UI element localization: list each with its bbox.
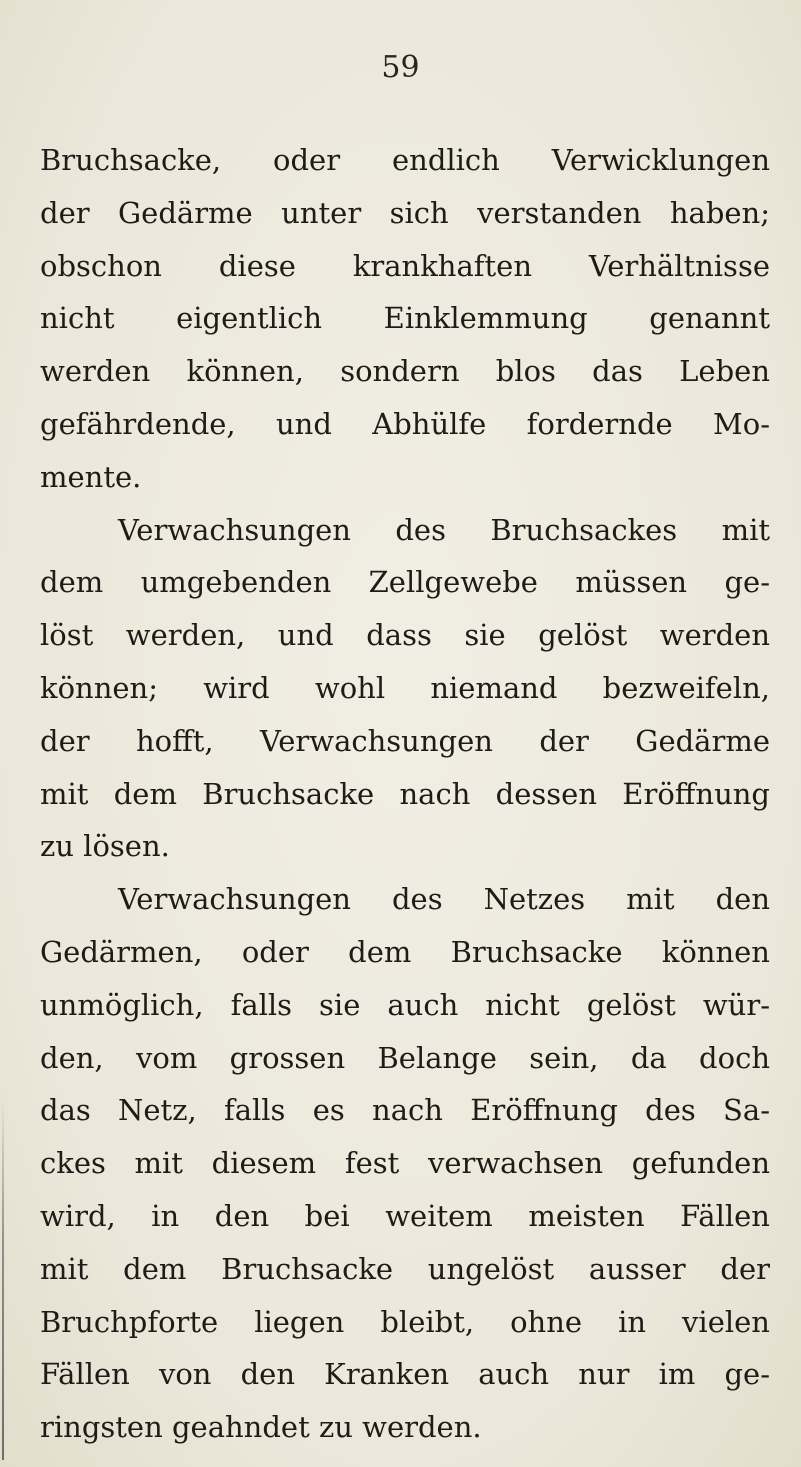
text-line: obschon diese krankhaften Verhältnisse <box>40 248 770 283</box>
text-line: den, vom grossen Belange sein, da doch <box>40 1040 770 1075</box>
page-edge-shadow <box>2 1100 4 1460</box>
page-number: 59 <box>381 50 420 85</box>
text-line: das Netz, falls es nach Eröffnung des Sa- <box>40 1093 770 1128</box>
text-line: nicht eigentlich Einklemmung genannt <box>40 301 770 336</box>
text-line: wird, in den bei weitem meisten Fällen <box>40 1198 770 1233</box>
body-text <box>40 134 770 1454</box>
text-line: mit dem Bruchsacke ungelöst ausser der <box>40 1251 770 1286</box>
text-line: mit dem Bruchsacke nach dessen Eröffnung <box>40 776 770 811</box>
text-line: Bruchsacke, oder endlich Verwicklungen <box>40 143 770 177</box>
text-line: werden können, sondern blos das Leben <box>40 354 770 389</box>
text-line: ckes mit diesem fest verwachsen gefunden <box>40 1146 770 1181</box>
text-line: der Gedärme unter sich verstanden haben; <box>40 195 770 230</box>
text-line: löst werden, und dass sie gelöst werden <box>40 618 770 653</box>
text-line: Verwachsungen des Netzes mit den <box>118 882 770 917</box>
text-line: der hofft, Verwachsungen der Gedärme <box>40 723 770 758</box>
text-line: zu lösen. <box>40 829 170 864</box>
text-line: Bruchpforte liegen bleibt, ohne in vielen <box>40 1304 770 1339</box>
text-line: mente. <box>40 459 142 494</box>
text-line: Gedärmen, oder dem Bruchsacke können <box>40 934 770 969</box>
text-line: gefährdende, und Abhülfe fordernde Mo- <box>40 406 770 441</box>
text-line: Verwachsungen des Bruchsackes mit <box>118 512 770 547</box>
text-line: unmöglich, falls sie auch nicht gelöst wür- <box>40 987 770 1022</box>
text-line: können; wird wohl niemand bezweifeln, <box>40 670 770 705</box>
text-line: ringsten geahndet zu werden. <box>40 1410 482 1445</box>
text-line: Fällen von den Kranken auch nur im ge- <box>40 1357 770 1392</box>
text-line: dem umgebenden Zellgewebe müssen ge- <box>40 565 770 600</box>
